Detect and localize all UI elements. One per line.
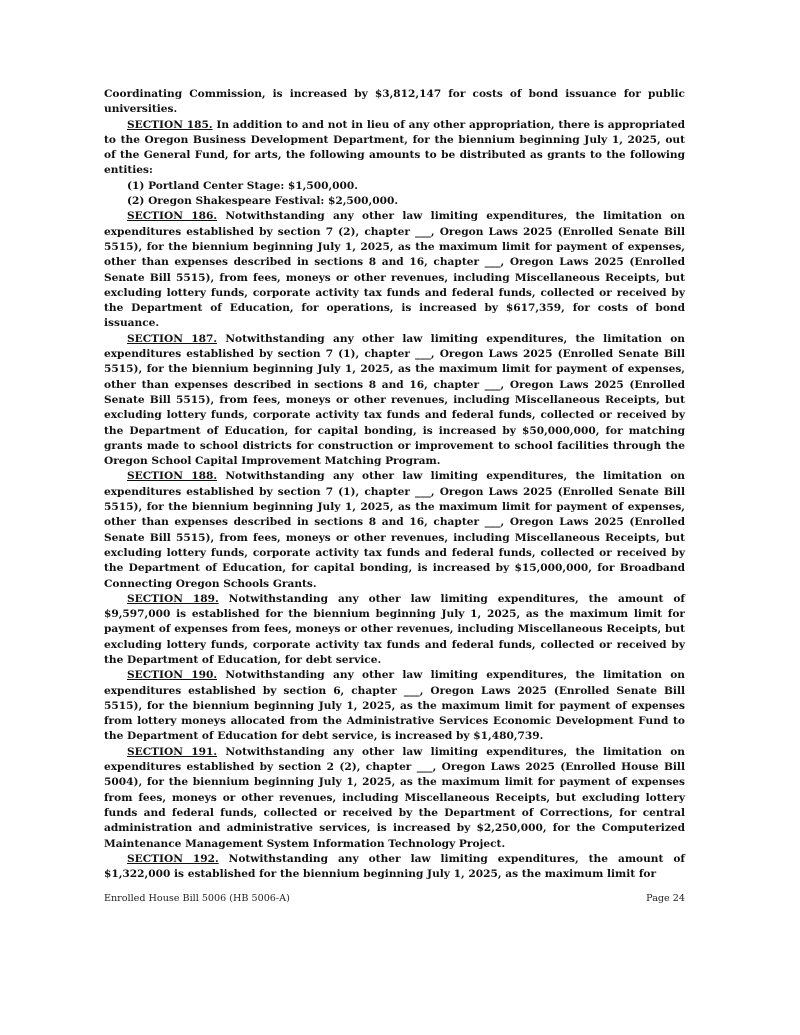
section-189-text: Notwithstanding any other law limiting expenditures, the amount of $9,597,000 is established for the biennium beginning July 1, 2025, as the maximum limit for payment of expenses from fees, moneys or other revenues, including Miscellaneous Receipts, but excluding lottery funds, corporate activity tax funds and federal funds, collected or received by the Department of Education, for debt service. [104, 592, 685, 666]
section-188-text: Notwithstanding any other law limiting expenditures, the limitation on expenditures established by section 7 (1), chapter ___, Oregon Laws 2025 (Enrolled Senate Bill 5515), for the biennium beginning July 1, 2025, as the maximum limit for payment of expenses, other than expenses described in sections 8 and 16, chapter ___, Oregon Laws 2025 (Enrolled Senate Bill 5515), from fees, moneys or other revenues, including Miscellaneous Receipts, but excluding lottery funds, corporate activity tax funds and federal funds, collected or received by the Department of Education, for capital bonding, is increased by $15,000,000, for Broadband Connecting Oregon Schools Grants. [104, 470, 685, 590]
section-190 [104, 668, 685, 744]
section-185-item-1: (1) Portland Center Stage: $1,500,000. [127, 179, 358, 192]
footer-page-number: Page 24 [646, 893, 685, 904]
section-188 [104, 469, 685, 591]
section-185-item-2: (2) Oregon Shakespeare Festival: $2,500,000. [127, 195, 399, 208]
paragraph-continuation: Coordinating Commission, is increased by $3,812,147 for costs of bond issuance for public universities. [104, 88, 685, 116]
section-186-text: Notwithstanding any other law limiting expenditures, the limitation on expenditures established by section 7 (2), chapter ___, Oregon Laws 2025 (Enrolled Senate Bill 5515), for the biennium beginning July 1, 2025, as the maximum limit for payment of expenses, other than expenses described in sections 8 and 16, chapter ___, Oregon Laws 2025 (Enrolled Senate Bill 5515), from fees, moneys or other revenues, including Miscellaneous Receipts, but excluding lottery funds, corporate activity tax funds and federal funds, collected or received by the Department of Education, for operations, is increased by $617,359, for costs of bond issuance. [104, 210, 685, 330]
section-188-label: SECTION 188. [127, 470, 218, 483]
section-190-text: Notwithstanding any other law limiting expenditures, the limitation on expenditures established by section 6, chapter ___, Oregon Laws 2025 (Enrolled Senate Bill 5515), for the biennium beginning July 1, 2025, as the maximum limit for payment of expenses from lottery moneys allocated from the Administrative Services Economic Development Fund to the Department of Education for debt service, is increased by $1,480,739. [104, 669, 685, 743]
section-191-label: SECTION 191. [127, 745, 218, 758]
section-185-text: In addition to and not in lieu of any other appropriation, there is appropriated to the Oregon Business Development Department, for the biennium beginning July 1, 2025, out of the General Fund, for arts, the following amounts to be distributed as grants to the following entities: [104, 118, 685, 177]
section-191-text: Notwithstanding any other law limiting expenditures, the limitation on expenditures established by section 2 (2), chapter ___, Oregon Laws 2025 (Enrolled House Bill 5004), for the biennium beginning July 1, 2025, as the maximum limit for payment of expenses from fees, moneys or other revenues, including Miscellaneous Receipts, but excluding lottery funds and federal funds, collected or received by the Department of Corrections, for central administration and administrative services, is increased by $2,250,000, for the Computerized Maintenance Management System Information Technology Project. [104, 745, 685, 850]
section-192 [104, 852, 685, 883]
section-190-label: SECTION 190. [127, 669, 218, 682]
document-body [104, 87, 685, 882]
section-185 [104, 118, 685, 179]
section-187-text: Notwithstanding any other law limiting expenditures, the limitation on expenditures established by section 7 (1), chapter ___, Oregon Laws 2025 (Enrolled Senate Bill 5515), for the biennium beginning July 1, 2025, as the maximum limit for payment of expenses, other than expenses described in sections 8 and 16, chapter ___, Oregon Laws 2025 (Enrolled Senate Bill 5515), from fees, moneys or other revenues, including Miscellaneous Receipts, but excluding lottery funds, corporate activity tax funds and federal funds, collected or received by the Department of Education, for capital bonding, is increased by $50,000,000, for matching grants made to school districts for construction or improvement to school facilities through the Oregon School Capital Improvement Matching Program. [104, 332, 685, 468]
section-187-label: SECTION 187. [127, 332, 218, 345]
section-189 [104, 592, 685, 668]
section-187 [104, 332, 685, 470]
section-185-label: SECTION 185. [127, 118, 213, 131]
section-191 [104, 745, 685, 852]
footer-bill-title: Enrolled House Bill 5006 (HB 5006-A) [104, 893, 290, 904]
section-186 [104, 209, 685, 331]
section-189-label: SECTION 189. [127, 592, 219, 605]
section-192-text: Notwithstanding any other law limiting expenditures, the amount of $1,322,000 is established for the biennium beginning July 1, 2025, as the maximum limit for [104, 852, 685, 881]
section-186-label: SECTION 186. [127, 210, 218, 223]
section-192-label: SECTION 192. [127, 852, 219, 865]
